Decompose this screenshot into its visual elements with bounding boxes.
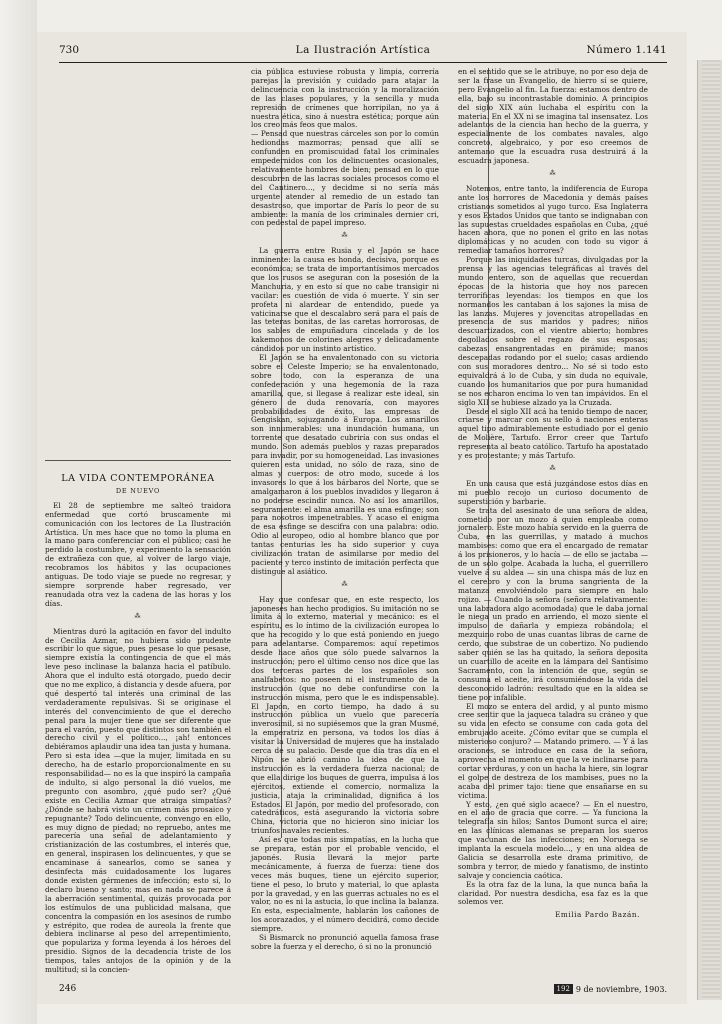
adjacent-page-edge — [697, 60, 722, 1000]
section-rule — [45, 460, 231, 461]
paragraph: Si Bismarck no pronunció aquella famosa frase sobre la fuerza y el derecho, ó si no la pronunció — [251, 933, 439, 951]
paragraph: Desde el siglo XII acá ha tenido tiempo de nacer, criarse y marcar con su sello á naciones enteras aquel tipo admirablemente estudiado por el genio de Molière, Tartufo. Error creer que Tartufo representa al beato católico. Tartufo ha apostatado y es protestante; y más Tartufo. — [458, 406, 648, 461]
paragraph: cia pública estuviese robusta y limpia, correría parejas la previsión y cuidado para atajar la delincuencia con la instrucción y la moralización de las clases populares, y la sencilla y muda represión de crímenes que horripilan, no ya á nuestra ética, sino á nuestra estética; porque aún los creo más feos que malos. — [251, 67, 439, 130]
running-header — [59, 44, 667, 63]
header-title: La Ilustración Artística — [295, 44, 431, 56]
paragraph: Mientras duró la agitación en favor del indulto de Cecilia Azmar, no hubiera sido prudente escribir lo que sigue, pues pesase lo que pesase, siempre existía la contingencia de que el más leve peso inclinase la balanza hacia el patíbulo. Ahora que el indulto está otorgado, puedo decir que no me explico, á distancia y desde afuera, por qué despertó tal interés una criminal de las verdaderamente repulsivas. Si se originase el interés del convencimiento de que el derecho penal para la mujer tiene que ser diferente que para el varón, puesto que distintos son también el derecho civil y el político..., ¡ah! entonces debiéramos aplaudir una idea tan justa y humana. Pero si esta idea —que la mujer, limitada en su derecho, ha de estarlo proporcionalmente en su responsabilidad— no es la que inspiró la campaña de indulto, si algo personal la dió vuelos, me pregunto con asombro, ¿qué pudo ser? ¿Qué existe en Cecilia Azmar que atraiga simpatías? ¿Dónde se habrá visto un crimen más prosaico y repugnante? Todo delincuente, convengo en ello, es muy digno de piedad; no repruebo, antes me parecería una señal de adelantamiento y cristianización de las costumbres, el interés que, en general, inspirasen los delincuentes, y que se encaminase á sanearlos, como se sanea y desinfecta más cuidadosamente los lugares donde existen gérmenes de infección; esto sí, lo declaro bueno y santo; mas en nada se parece á la aberración sentimental, quizás provocada por los estímulos de una publicidad malsana, que concentra la compasión en los asesinos de rumbo y estrépito, que rodea de aureola la frente que debiera inclinarse al peso del arrepentimiento, que populariza y forma leyenda á los héroes del presidio. Signos de la decadencia triste de los tiempos, tales antojos de la opinión y de la multitud; si la concien- — [45, 626, 231, 975]
section-title: LA VIDA CONTEMPORÁNEA — [61, 473, 215, 484]
section-break: ⁂ — [549, 169, 557, 177]
header-page-number: 730 — [59, 44, 80, 56]
page-footer — [59, 984, 667, 1000]
paragraph: El 28 de septiembre me salteó traidora enfermedad que cortó bruscamente mi comunicación con los lectores de La Ilustración Artística. Un mes hace que no tomo la pluma en la mano para conferenciar con el público; casi he perdido la costumbre, y experimento la sensación de extrañeza con que, al volver de largo viaje, recobramos los hábitos y las ocupaciones antiguas. De todo viaje se puede no regresar, y siempre sorprende haber regresado, ver reanudada otra vez la cadena de las horas y los días. — [45, 500, 231, 608]
paragraph: Porque las iniquidades turcas, divulgadas por la prensa y las agencias telegráficas al través del mundo entero, son de aquellas que recuerdan épocas de la historia que hoy nos parecen terroríficas leyendas: los tiempos en que los normandos les cantaban á los sajones la misa de las lanzas. Mujeres y jovencitas atropelladas en presencia de sus maridos y padres; niños descuartizados, con el vientre abierto; hombres degollados sobre el regazo de sus esposas; cabezas ensangrentadas en pirámide; manos descepadas rodando por el suelo; casas ardiendo con sus moradores dentro... No sé si todo esto equivaldrá á lo de Cuba, y sin duda no equivale, cuando los humanitarios que por pura humanidad se nos echaron encima lo ven tan impávidos. En el siglo XII se hubiese alzado ya la Cruzada. — [458, 255, 648, 407]
magazine-page — [37, 32, 687, 1004]
book-spine — [0, 0, 37, 1024]
header-issue-number: Número 1.141 — [586, 44, 667, 56]
paragraph: El Japón se ha envalentonado con su victoria sobre el Celeste Imperio; se ha envalentonado, sobre todo, con la esperanza de una confederación y una hegemonía de la raza amarilla, que, si llegase á realizar este ideal, sin género de duda renovaría, con mayores probabilidades de éxito, las empresas de Gengiskan, sojuzgando á Europa. Los amarillos son innumerables: una inundación humana, un torrente que desatado cubriría con sus ondas el mundo. Son además pueblos y razas preparados para invadir, por su homogeneidad. Las invasiones quieren esta unidad, no sólo de raza, sino de almas y cuerpos: de otro modo, sucede á los invasores lo que á los bárbaros del Norte, que se amalgamaron á los pueblos invadidos y llegaron á no poderse escindir nunca. No así los amarillos, seguramente: el alma amarilla es una esfinge; son para nosotros impenetrables. Y acaso el enigma de esa esfinge se descifra con una palabra: odio. Odio al europeo, odio al hombre blanco que por tantas centurias les ha sido superior y cuya civilización tratan de asimilarse por medio del paciente y terco instinto de imitación perfecta que distingue al asiático. — [251, 353, 439, 576]
column-middle — [251, 68, 439, 952]
adjacent-page-text — [702, 60, 720, 1000]
paragraph: El mozo se entera del ardid, y al punto mismo cree sentir que la jaqueca taladra su cráneo y que su vida en efecto se consume con cada gota del embrujado aceite. ¿Cómo evitar que se cumpla el misterioso conjuro? — Matando primero. — Y á las oraciones, se introduce en casa de la señora, aprovecha el momento en que la ve inclinarse para cortar verduras, y con un hacha la hiere, sin lograr el golpe de destreza de los mambises, pues no la acaba del primer tajo: tiene que ensañarse en su víctima. — [458, 701, 648, 800]
section-break: ⁂ — [341, 580, 349, 588]
paragraph: — Pensad que nuestras cárceles son por lo común hediondas mazmorras; pensad que allí se confunden en promiscuidad fatal los criminales empedernidos con los delincuentes ocasionales, relativamente hombres de bien; pensad en lo que descubren de las lacras sociales procesos como el del Cantinero..., y decidme si no sería más urgente atender al remedio de un estado tan desastroso, que importar de París lo peor de su ambiente: la manía de los criminales dernier cri, con pedestal de papel impreso. — [251, 129, 439, 228]
footer-date-block — [554, 984, 667, 994]
paragraph: Notemos, entre tanto, la indiferencia de Europa ante los horrores de Macedonia y demás países cristianos sometidos al yugo turco. Esa Inglaterra y esos Estados Unidos que tanto se indignaban con las supuestas crueldades españolas en Cuba, ¿qué hacen ahora, que no ponen el grito en las notas diplomáticas y no acuden con todo su vigor á remediar tamaños horrores? — [458, 183, 648, 256]
section-subtitle: DE NUEVO — [115, 486, 161, 495]
paragraph: Es la otra faz de la luna, la que nunca baña la claridad. Por nuestra desdicha, esa faz es la que solemos ver. — [458, 879, 648, 907]
section-break: ⁂ — [341, 232, 349, 240]
column-left — [45, 68, 231, 975]
column-right — [458, 68, 648, 920]
paragraph: en el sentido que se le atribuye, no por eso deja de ser la frase un Evangelio, de hierro sí se quiere, pero Evangelio al fin. La fuerza: estamos dentro de ella, bajo su incontrastable dominio. A principios del siglo XIX aún luchaba el espíritu con la materia. En el XX ni se imagina tal insensatez. Los adelantos de la ciencia han hecho de la guerra, y especialmente de los combates navales, algo concreto, algebraico, y por eso creemos de antemano que la escuadra rusa destruirá á la escuadra japonesa. — [458, 67, 648, 166]
paragraph: Se trata del asesinato de una señora de aldea, cometido por un mozo á quien empleaba como jornalero. Este mozo había servido en la guerra de Cuba, en las guerrillas, y matado á muchos mambises: como que era el encargado de rematar á los prisioneros, y lo hacía — de ello se jactaba — de un solo golpe. Acabada la lucha, el guerrillero vuelve á su aldea — sin una chispa más de luz en el cerebro y con la bruma sangrienta de la matanza envolviéndolo para siempre en halo rojizo. — Cuando la señora (señora relativamente: una labradora algo acomodada) que le daba jornal le niega un prado en arriendo, el mozo siente el impulso de dañarla y empieza robándola; el mezquino robo de unas cuantas libras de carne de cerdo, que substrae de un cobertizo. No pudiendo saber quién se las ha quitado, la señora deposita un cuartillo de aceite en la lámpara del Santísimo Sacramento, con la intención de que, según se consuma el aceite, irá consumiéndose la vida del desconocido ladrón: resultado que en la aldea se tiene por infalible. — [458, 505, 648, 702]
section-break: ⁂ — [549, 464, 557, 472]
issue-badge: 192 — [554, 984, 573, 994]
blank-space — [45, 68, 231, 460]
paragraph: Así es que todas mis simpatías, en la lucha que se prepara, están por el probable vencido, el japonés. Rusia llevará la mejor parte mecánicamente, á fuerza de fuerza: tiene dos veces más buques, tiene un ejército superior, tiene el peso, lo bruto y material, lo que aplasta por la gravedad, y en las guerras actuales no es el valor, no es ni la astucia, lo que inclina la balanza. En esta, especialmente, hablarán los cañones de los acorazados, y el número decidirá, como decide siempre. — [251, 835, 439, 934]
paragraph: Hay que confesar que, en este respecto, los japoneses han hecho prodigios. Su imitación no se limita á lo externo, material y mecánico: es el espíritu, es lo íntimo de la civilización europea lo que ha recogido y lo que está poniendo en juego para adelantarse. Comparemos: aquí repetimos desde hace años que sólo puede salvarnos la instrucción; pero el último censo nos dice que las dos terceras partes de los españoles son analfabetos: no poseen ni el instrumento de la instrucción (que no debe confundirse con la instrucción misma, pero que le es indispensable). El Japón, en corto tiempo, ha dado á su instrucción pública un vuelo que parecería inverosímil, si no supiésemos que la gran Musmé, la emperatriz en persona, va todos los días á visitar la Universidad de mujeres que ha instalado cerca de su palacio. Desde que día tras día en el Nipón se abrió camino la idea de que la instrucción es la verdadera fuerza nacional; de que ella dirige los buques de guerra, impulsa á los ejércitos, extiende el comercio, normaliza la justicia, ataja la criminalidad, dignifica á los Estados. El Japón, por medio del profesorado, con catedráticos, está asegurando la victoria sobre China, victoria que no hicieron sino iniciar los triunfos navales recientes. — [251, 594, 439, 836]
author-signature: Emilia Pardo Bazán. — [555, 910, 640, 920]
issue-date: 9 de noviembre, 1903. — [575, 984, 667, 994]
section-break: ⁂ — [134, 612, 142, 620]
paragraph: La guerra entre Rusia y el Japón se hace inminente: la causa es honda, decisiva, porque es económica; se trata de importantísimos mercados que los rusos se aseguran con la posesión de la Manchuria, y en esto sí que no cabe transigir ni vacilar: es cuestión de vida ó muerte. Y sin ser profeta ni alardear de entendido, puede ya vaticinarse que el descalabro será para el país de las teteras bonitas, de las caretas horrorosas, de los sables de empuñadura cincelada y de los kakemonos de colorines alegres y delicadamente cándidos por un instinto artístico. — [251, 246, 439, 354]
paragraph: Y esto, ¿en qué siglo acaece? — En el nuestro, en el año de gracia que corre. — Ya funciona la telegrafía sin hilos; Santos Dumont surca el aire; en las clínicas alemanas se preparan los sueros que vacunan de las infecciones; en Noruega se implanta la escuela modelo..., y en una aldea de Galicia se desarrolla este drama primitivo, de sombra y terror, de miedo y fanatismo, de instinto salvaje y conciencia caótica. — [458, 799, 648, 880]
folio-number: 246 — [59, 984, 77, 994]
paragraph: En una causa que está juzgándose estos días en mi pueblo recojo un curioso documento de superstición y barbarie. — [458, 478, 648, 506]
